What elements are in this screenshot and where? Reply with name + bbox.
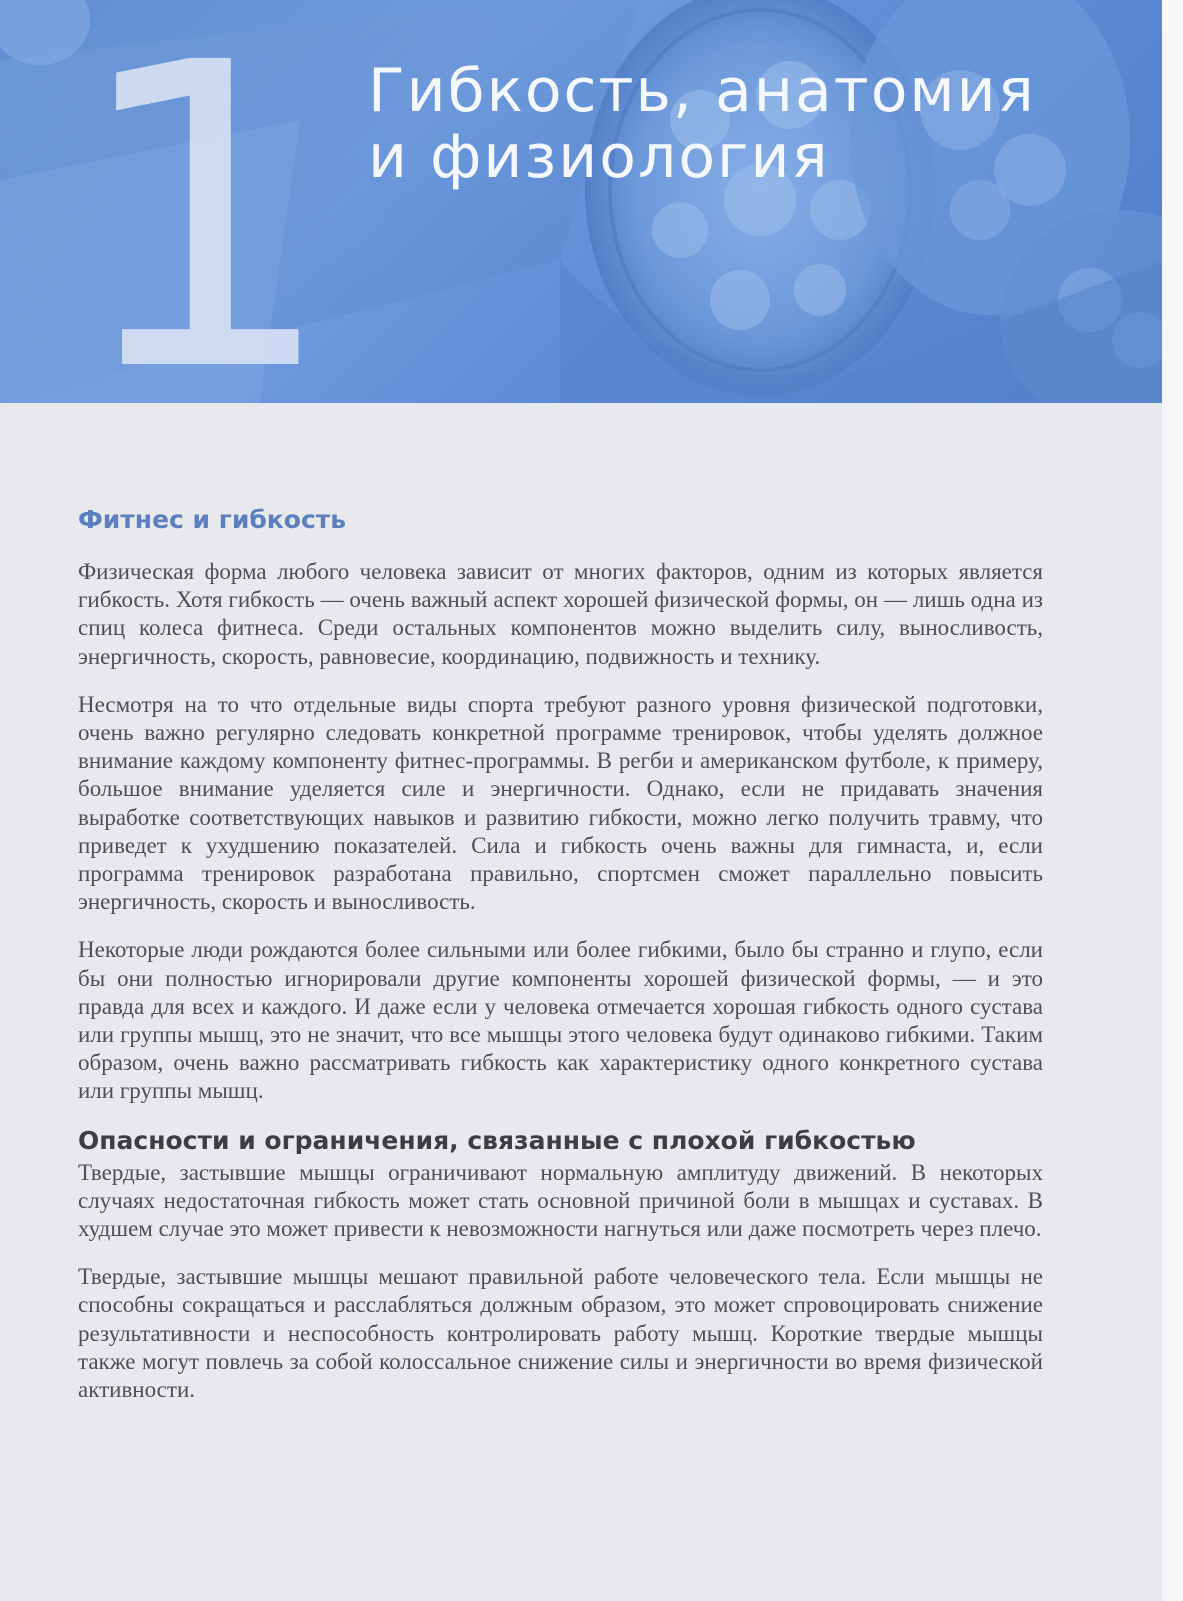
section-heading-fitness: Фитнес и гибкость (78, 505, 347, 534)
chapter-number: 1 (70, 0, 318, 403)
page-body (78, 505, 1043, 1424)
section-heading-dangers: Опасности и ограничения, связанные с плохой гибкостью (78, 1125, 916, 1155)
chapter-title-line-1: Гибкость, анатомия (368, 56, 1036, 126)
page-edge (1162, 0, 1183, 1601)
chapter-banner (0, 0, 1162, 403)
chapter-title (368, 58, 1128, 190)
paragraph-1: Физическая форма любого человека зависит от многих факторов, одним из которых является гибкость. Хотя гибкость — очень важный аспект хорошей физической формы, он — лишь одна из спиц колеса фитнеса. Среди остальных компонентов можно выделить силу, выносливость, энергичность, скорость, равновесие, координацию, подвижность и технику. (78, 559, 1043, 669)
paragraph-5: Твердые, застывшие мышцы мешают правильной работе человеческого тела. Если мышцы не способны сокращаться и расслабляться должным образом, это может спровоцировать снижение результативности и неспособность контролировать работу мышц. Короткие твердые мышцы также могут повлечь за собой колоссальное снижение силы и энергичности во время физической активности. (78, 1264, 1043, 1403)
paragraph-3: Некоторые люди рождаются более сильными или более гибкими, было бы странно и глупо, если бы они полностью игнорировали другие компоненты хорошей физической формы, — и это правда для всех и каждого. И даже если у человека отмечается хорошая гибкость одного сустава или группы мышц, это не значит, что все мышцы этого человека будут одинаково гибкими. Таким образом, очень важно рассматривать гибкость как характеристику одного конкретного сустава или группы мышц. (78, 937, 1043, 1104)
paragraph-4: Твердые, застывшие мышцы ограничивают нормальную амплитуду движений. В некоторых случаях недостаточная гибкость может стать основной причиной боли в мышцах и суставах. В худшем случае это может привести к невозможности нагнуться или даже посмотреть через плечо. (78, 1159, 1043, 1242)
chapter-title-line-2: и физиология (368, 122, 830, 192)
paragraph-2: Несмотря на то что отдельные виды спорта требуют разного уровня физической подготовки, очень важно регулярно следовать конкретной программе тренировок, чтобы уделять должное внимание каждому компоненту фитнес-программы. В регби и американском футболе, к примеру, большое внимание уделяется силе и энергичности. Однако, если не придавать значения выработке соответствующих навыков и развитию гибкости, можно легко получить травму, что приведет к ухудшению показателей. Сила и гибкость очень важны для гимнаста, и, если программа тренировок разработана правильно, спортсмен сможет параллельно повысить энергичность, скорость и выносливость. (78, 691, 1043, 915)
